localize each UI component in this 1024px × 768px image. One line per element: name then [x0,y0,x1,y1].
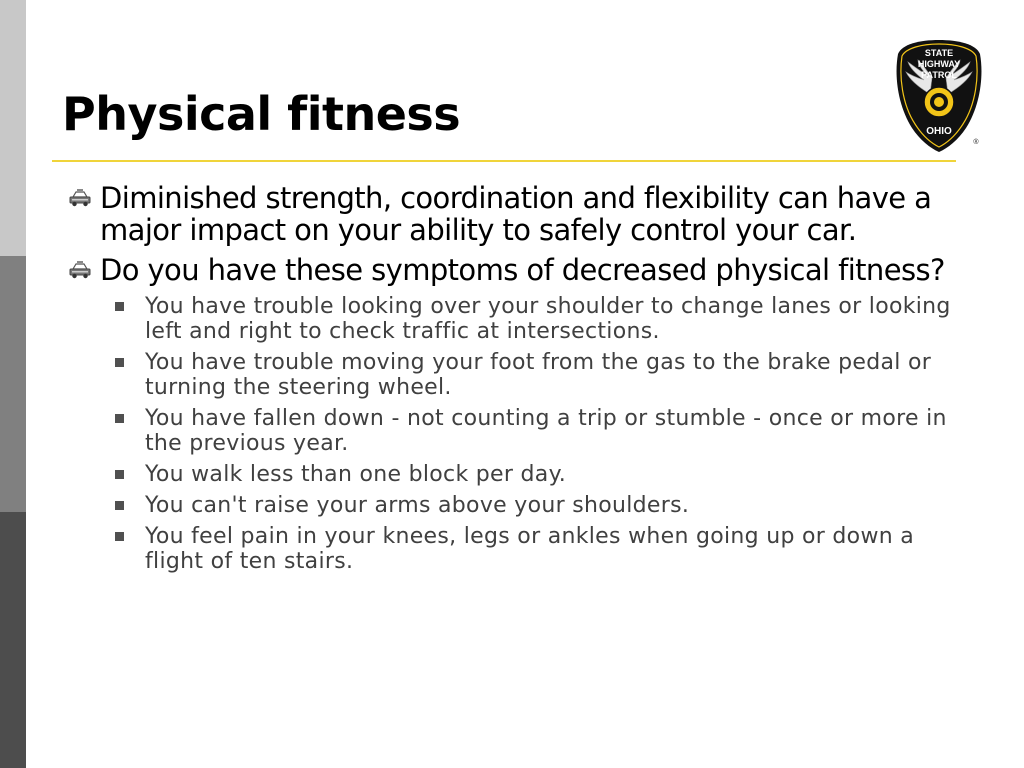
sub-bullet-item [66,294,976,344]
square-bullet-icon [115,302,124,311]
square-bullet-icon [115,501,124,510]
square-bullet-icon [115,470,124,479]
sub-bullet-list [66,294,976,574]
square-bullet-icon [115,532,124,541]
title-divider [52,160,956,162]
bullet-item [66,182,976,246]
sub-bullet-text: You can't raise your arms above your shoulders. [145,493,690,518]
logo-line4: OHIO [926,126,952,137]
sub-bullet-item [66,462,976,487]
square-bullet-icon [115,358,124,367]
sub-bullet-item [66,406,976,456]
sub-bullet-item [66,524,976,574]
sub-bullet-text: You walk less than one block per day. [145,462,567,487]
sub-bullet-text: You have trouble looking over your shoulder to change lanes or looking left and right to check traffic at intersections. [145,294,951,344]
bullet-text: Diminished strength, coordination and flexibility can have a major impact on your ability to safely control your car. [100,181,932,247]
logo-line3: PATROL [921,70,957,80]
square-bullet-icon [115,414,124,423]
logo-registered: ® [973,139,979,146]
logo-line1: STATE [924,48,954,58]
sidebar-band-light [0,0,26,256]
sidebar-decoration [0,0,26,768]
ohio-state-highway-patrol-logo [896,36,982,154]
bullet-text: Do you have these symptoms of decreased physical fitness? [100,253,945,287]
sub-bullet-text: You have trouble moving your foot from the gas to the brake pedal or turning the steering wheel. [145,350,932,400]
slide-title: Physical fitness [62,87,461,141]
police-car-icon [68,260,92,280]
sidebar-band-dark [0,512,26,768]
police-car-icon [68,188,92,208]
sub-bullet-text: You have fallen down - not counting a trip or stumble - once or more in the previous year. [145,406,947,456]
sub-bullet-text: You feel pain in your knees, legs or ankles when going up or down a flight of ten stairs. [145,524,915,574]
bullet-item [66,254,976,286]
sidebar-band-mid [0,256,26,512]
logo-line2: HIGHWAY [917,59,961,69]
slide-body [66,182,976,580]
sub-bullet-item [66,493,976,518]
sub-bullet-item [66,350,976,400]
